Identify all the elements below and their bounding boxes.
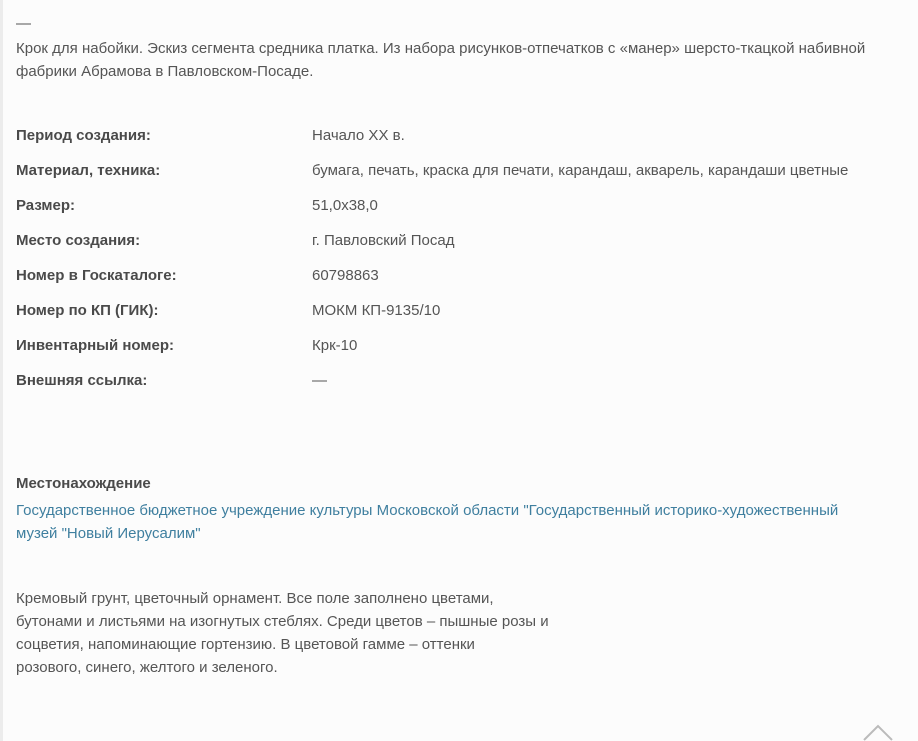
property-row-inventory (16, 335, 876, 357)
property-value: 60798863 (312, 267, 379, 284)
property-label: Внешняя ссылка: (16, 372, 148, 389)
properties-table (16, 125, 876, 405)
property-value: г. Павловский Посад (312, 232, 455, 249)
museum-link[interactable]: Государственное бюджетное учреждение культуры Московской области "Государственный историко-художественный музей "Новый Иерусалим" (16, 502, 839, 542)
property-row-period (16, 125, 876, 147)
property-label: Размер: (16, 197, 76, 214)
artwork-title: Крок для набойки. Эскиз сегмента средника платка. Из набора рисунков-отпечатков с «манер» шерсто-ткацкой набивной фабрики Абрамова в Павловском-Посаде. (16, 40, 866, 80)
property-row-place (16, 230, 876, 252)
description-line: бутонами и листьями на изогнутых стеблях. Среди цветов – пышные розы и (16, 613, 549, 630)
property-row-goscatalog (16, 265, 876, 287)
property-label: Номер в Госкаталоге: (16, 267, 177, 284)
property-label: Номер по КП (ГИК): (16, 302, 159, 319)
property-value: Крк-10 (312, 337, 358, 354)
description-line: соцветия, напоминающие гортензию. В цветовой гамме – оттенки (16, 636, 475, 653)
property-value: бумага, печать, краска для печати, карандаш, акварель, карандаши цветные (312, 162, 849, 179)
scroll-to-top-button[interactable] (860, 718, 896, 741)
property-label: Место создания: (16, 232, 141, 249)
property-value: — (312, 372, 327, 389)
author-placeholder-dash: — (16, 15, 31, 32)
property-row-kp (16, 300, 876, 322)
left-border-divider (0, 0, 3, 741)
location-heading: Местонахождение (16, 475, 151, 492)
description-line: Кремовый грунт, цветочный орнамент. Все поле заполнено цветами, (16, 590, 494, 607)
property-row-size (16, 195, 876, 217)
property-value: Начало XX в. (312, 127, 405, 144)
property-label: Период создания: (16, 127, 151, 144)
artwork-description (16, 587, 616, 679)
property-row-material (16, 160, 876, 182)
chevron-up-icon (860, 718, 896, 741)
location-section (16, 473, 876, 545)
property-value: 51,0x38,0 (312, 197, 378, 214)
description-line: розового, синего, желтого и зеленого. (16, 659, 278, 676)
property-label: Инвентарный номер: (16, 337, 174, 354)
property-label: Материал, техника: (16, 162, 161, 179)
property-row-external-link (16, 370, 876, 392)
property-value: МОКМ КП-9135/10 (312, 302, 441, 319)
